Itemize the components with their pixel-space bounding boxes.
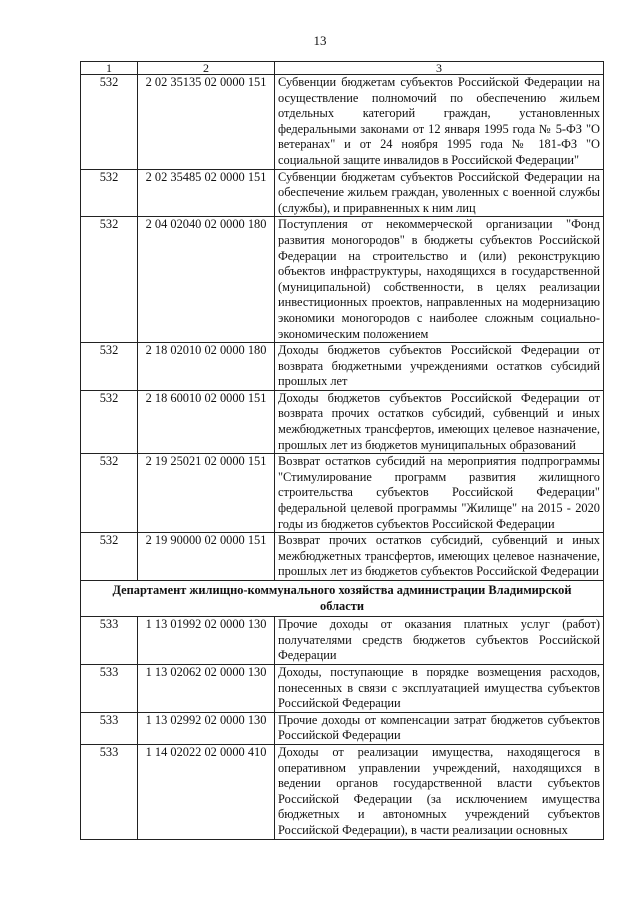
description-cell: Доходы, поступающие в порядке возмещения расходов, понесенных в связи с эксплуатацией имущества субъектов Российской Федерации xyxy=(275,664,604,712)
revenue-code-cell: 2 19 25021 02 0000 151 xyxy=(138,454,275,533)
table-row xyxy=(81,744,604,839)
department-title: Департамент жилищно-коммунального хозяйства администрации Владимирской области xyxy=(81,581,604,617)
description-cell: Субвенции бюджетам субъектов Российской Федерации на осуществление полномочий по обеспечению жильем отдельных категорий граждан, установленных федеральными законами от 12 января 1995 года № 5-ФЗ "О ветеранах" и от 24 ноября 1995 года № 181-ФЗ "О социальной защите инвалидов в Российской Федерации" xyxy=(275,75,604,170)
admin-code-cell: 532 xyxy=(81,343,138,391)
department-header-row xyxy=(81,581,604,617)
table-row xyxy=(81,390,604,453)
column-header: 2 xyxy=(138,62,275,75)
description-cell: Доходы от реализации имущества, находящегося в оперативном управлении учреждений, находящихся в ведении органов государственной власти субъектов Российской Федерации (за исключением имущества бюджетных и автономных учреждений субъектов Российской Федерации), в части реализации основных xyxy=(275,744,604,839)
description-cell: Субвенции бюджетам субъектов Российской Федерации на обеспечение жильем граждан, уволенных с военной службы (службы), и приравненных к ним лиц xyxy=(275,169,604,217)
table-row xyxy=(81,169,604,217)
table-header-row xyxy=(81,62,604,75)
revenue-code-cell: 2 02 35485 02 0000 151 xyxy=(138,169,275,217)
admin-code-cell: 532 xyxy=(81,169,138,217)
revenue-code-cell: 2 19 90000 02 0000 151 xyxy=(138,533,275,581)
admin-code-cell: 532 xyxy=(81,533,138,581)
column-header: 3 xyxy=(275,62,604,75)
revenue-code-cell: 2 04 02040 02 0000 180 xyxy=(138,217,275,343)
admin-code-cell: 532 xyxy=(81,217,138,343)
table-row xyxy=(81,75,604,170)
revenue-code-cell: 2 18 02010 02 0000 180 xyxy=(138,343,275,391)
admin-code-cell: 533 xyxy=(81,664,138,712)
revenue-code-cell: 1 13 02992 02 0000 130 xyxy=(138,712,275,744)
revenue-code-cell: 1 13 01992 02 0000 130 xyxy=(138,617,275,665)
table-row xyxy=(81,533,604,581)
description-cell: Прочие доходы от оказания платных услуг (работ) получателями средств бюджетов субъектов Российской Федерации xyxy=(275,617,604,665)
revenue-code-cell: 2 02 35135 02 0000 151 xyxy=(138,75,275,170)
revenue-code-table xyxy=(80,61,604,840)
admin-code-cell: 533 xyxy=(81,617,138,665)
description-cell: Возврат остатков субсидий на мероприятия подпрограммы "Стимулирование программ развития жилищного строительства субъектов Российской Федерации" федеральной целевой программы "Жилище" на 2015 - 2020 годы из бюджетов субъектов Российской Федерации xyxy=(275,454,604,533)
table-row xyxy=(81,217,604,343)
admin-code-cell: 532 xyxy=(81,454,138,533)
description-cell: Возврат прочих остатков субсидий, субвенций и иных межбюджетных трансфертов, имеющих целевое назначение, прошлых лет из бюджетов субъектов Российской Федерации xyxy=(275,533,604,581)
revenue-code-cell: 1 14 02022 02 0000 410 xyxy=(138,744,275,839)
description-cell: Доходы бюджетов субъектов Российской Федерации от возврата бюджетными учреждениями остатков субсидий прошлых лет xyxy=(275,343,604,391)
table-row xyxy=(81,712,604,744)
table-row xyxy=(81,617,604,665)
description-cell: Доходы бюджетов субъектов Российской Федерации от возврата прочих остатков субсидий, субвенций и иных межбюджетных трансфертов, имеющих целевое назначение, прошлых лет из бюджетов муниципальных образований xyxy=(275,390,604,453)
admin-code-cell: 532 xyxy=(81,75,138,170)
column-header: 1 xyxy=(81,62,138,75)
table-row xyxy=(81,664,604,712)
admin-code-cell: 532 xyxy=(81,390,138,453)
revenue-code-cell: 1 13 02062 02 0000 130 xyxy=(138,664,275,712)
table-row xyxy=(81,343,604,391)
description-cell: Поступления от некоммерческой организации "Фонд развития моногородов" в бюджеты субъектов Российской Федерации на строительство и (или) реконструкцию объектов инфраструктуры, находящихся в государственной (муниципальной) собственности, в целях реализации инвестиционных проектов, направленных на модернизацию экономики моногородов с наиболее сложным социально-экономическим положением xyxy=(275,217,604,343)
page-number: 13 xyxy=(313,33,327,48)
admin-code-cell: 533 xyxy=(81,744,138,839)
admin-code-cell: 533 xyxy=(81,712,138,744)
revenue-code-cell: 2 18 60010 02 0000 151 xyxy=(138,390,275,453)
description-cell: Прочие доходы от компенсации затрат бюджетов субъектов Российской Федерации xyxy=(275,712,604,744)
table-row xyxy=(81,454,604,533)
